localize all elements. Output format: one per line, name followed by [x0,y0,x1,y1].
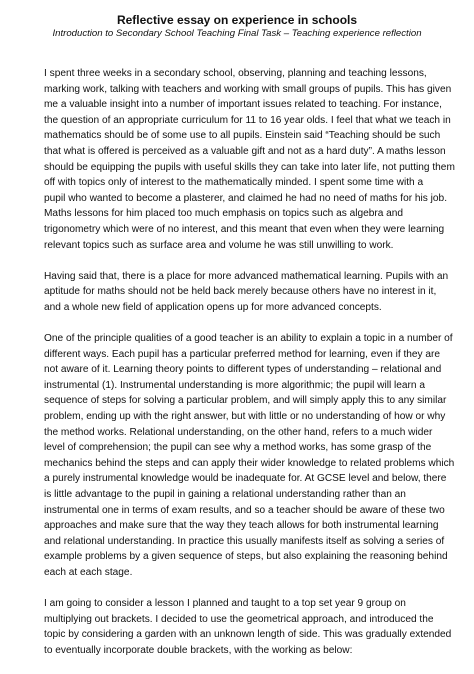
page-subtitle: Introduction to Secondary School Teaching Final Task – Teaching experience reflection [52,28,422,39]
essay-paragraph [44,331,455,581]
paragraph-line: example problems by a given sequence of steps, but also explaining the reasoning behind [44,551,448,563]
paragraph-line: topic by considering a garden with an unknown length of side. This was gradually extended [44,629,452,641]
paragraph-line: I am going to consider a lesson I planned and taught to a top set year 9 group on [44,598,406,610]
paragraph-line: trigonometry which were of no interest, and this meant that even when they were learning [44,223,445,235]
paragraph-line: One of the principle qualities of a good teacher is an ability to explain a topic in a number of [44,333,453,345]
paragraph-line: Having said that, there is a place for more advanced mathematical learning. Pupils with an [44,270,449,282]
paragraph-line: sequence of steps for solving a particular problem, and will simply apply this to any similar [44,395,447,407]
paragraph-line: instrumental one in terms of exam results, and so a teacher should be aware of these two [44,504,445,516]
paragraph-line: approaches and make sure that the way they teach allows for both instrumental learning [44,520,439,532]
paragraph-line: is little advantage to the pupil in gaining a relational understanding rather than an [44,489,406,501]
essay-paragraph [44,596,452,658]
paragraph-line: each at each stage. [44,567,133,578]
paragraph-line: not aware of it. Learning theory points to different types of understanding – relational and [44,364,442,376]
paragraph-line: off with topics only of interest to the mathematically minded. I spent some time with a [44,177,424,189]
paragraph-line: instrumental (1). Instrumental understanding is more algorithmic; the pupil will learn a [44,379,425,391]
paragraph-line: Maths lessons for him placed too much emphasis on topics such as algebra and [44,208,404,220]
paragraph-line: mathematics should be of some use to all pupils. Einstein said “Teaching should be such [44,130,441,142]
paragraph-line: me a valuable insight into a number of important issues related to teaching. For instance, [44,99,442,111]
essay-body [44,66,455,674]
paragraph-line: the method works. Relational understanding, on the other hand, refers to a much wider [44,426,433,438]
paragraph-line: that what is offered is perceived as a valuable gift and not as a hard duty”. A maths lesson [44,145,446,157]
paragraph-line: to eventually incorporate double brackets, with the working as below: [44,644,353,656]
paragraph-line: should be equipping the pupils with useful skills they can take into later life, not putting them [44,161,455,173]
paragraph-line: and relational understanding. In practice this usually manifests itself as solving a series of [44,535,445,547]
paragraph-line: a purely instrumental knowledge would be inadequate for. At GCSE level and below, there [44,473,447,485]
paragraph-line: mechanics behind the steps and can apply their wider knowledge to related problems which [44,457,455,469]
paragraph-line: and a whole new field of application opens up for more advanced concepts. [44,301,382,313]
paragraph-line: relevant topics such as surface area and volume he was still unwilling to work. [44,239,394,251]
paragraph-line: aptitude for maths should not be held back merely because others have no interest in it, [44,286,437,298]
page-title: Reflective essay on experience in schools [116,13,358,27]
paragraph-line: level of comprehension; the pupil can see why a method works, has some grasp of the [44,442,432,454]
paragraph-line: problem, ending up with the right answer, but with little or no understanding of how or why [44,411,446,423]
paragraph-line: the question of an appropriate curriculum for 11 to 16 year olds. I feel that what we teach in [44,114,451,126]
paragraph-line: multiplying out brackets. I decided to use the geometrical approach, and introduced the [44,613,434,625]
paragraph-line: I spent three weeks in a secondary school, observing, planning and teaching lessons, [44,68,427,79]
paragraph-line: marking work, talking with teachers and working with small groups of pupils. This has given [44,83,452,95]
essay-paragraph [44,66,455,253]
paragraph-line: pupil who wanted to become a plasterer, and claimed he had no need of maths for his job. [44,192,448,204]
essay-paragraph [44,269,449,316]
paragraph-line: different ways. Each pupil has a particular preferred method for learning, even if they are [44,348,441,360]
